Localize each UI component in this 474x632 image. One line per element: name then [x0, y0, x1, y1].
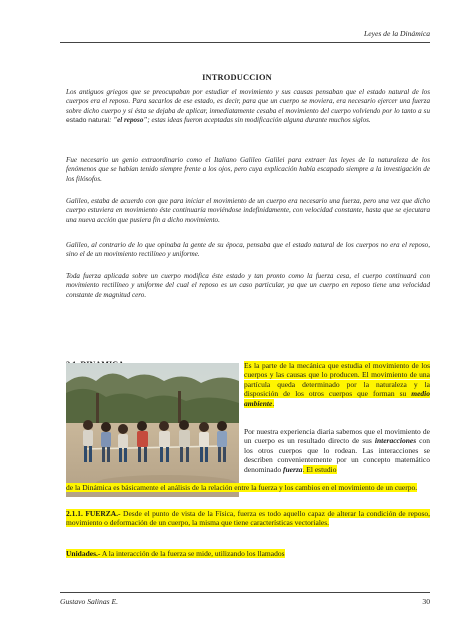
intro-paragraph-4: Galileo, al contrario de lo que opinaba la gente de su época, pensaba que el estado natural de los cuerpos no era el reposo, sino el de un movimiento rectilíneo y uniforme. [66, 241, 430, 259]
fuerza-heading: 2.1.1. FUERZA.- [66, 509, 121, 518]
dinamica-summary: de la Dinámica es básicamente el análisis de la relación entre la fuerza y los cambios en el movimiento de un cuerpo. [66, 483, 418, 492]
fuerza-term: fuerza [282, 464, 303, 474]
intro-paragraph-1: Los antiguos griegos que se preocupaban por estudiar el movimiento y sus causas pensaban que el estado natural de los cuerpos era el reposo. Para sacarlos de ese estado, es decir, para que un cuerpo se moviera, era necesario ejercer una fuerza sobre dicho cuerpo y si ésta se dejaba de aplicar, inmediatamente cesaba el movimiento del cuerpo volviendo por lo tanto a su estado natural: "el reposo"; estas ideas fueron aceptadas sin modificación alguna durante muchos siglos. [66, 88, 430, 124]
header-rule [60, 42, 430, 43]
footer-author: Gustavo Salinas E. [60, 597, 119, 606]
children-tug-of-war-photo [66, 363, 239, 497]
dinamica-definition: Es la parte de la mecánica que estudia el movimiento de los cuerpos y las causas que lo producen. El movimiento de una partícula queda determinado por la naturaleza y la disposición de los otros cuerpos que forman su medio ambiente. [244, 361, 430, 408]
unidades-paragraph: Unidades.- A la interacción de la fuerza se mide, utilizando los llamados [66, 549, 285, 558]
interacciones-term: interacciones [374, 436, 417, 446]
medio-ambiente-term: medio ambiente [244, 389, 430, 408]
interacciones-paragraph: Por nuestra experiencia diaria sabemos que el movimiento de un cuerpo es un resultado directo de sus interacciones con los otros cuerpos que lo rodean. Las interacciones se describen convenientemente por un concepto matemático denominado fuerza. El estudio [244, 427, 430, 474]
running-header: Leyes de la Dinámica [363, 29, 430, 38]
page-number: 30 [422, 597, 430, 606]
section-title: INTRODUCCION [202, 73, 272, 82]
estado-natural-term: estado natural [66, 116, 110, 124]
unidades-heading: Unidades.- [66, 549, 101, 558]
intro-paragraph-5: Toda fuerza aplicada sobre un cuerpo modifica éste estado y tan pronto como la fuerza cesa, el cuerpo continuará con movimiento rectilíneo y uniforme del cual el reposo es un caso particular, ya que un cuerpo en reposo tiene una velocidad constante de magnitud cero. [66, 272, 430, 299]
intro-paragraph-2: Fue necesario un genio extraordinario como el Italiano Galileo Galilei para extraer las leyes de la naturaleza de los fenómenos que se habían tenido siempre frente a los ojos, pero cuya explicación había escapado siempre a la investigación de los filósofos. [66, 156, 430, 183]
fuerza-definition: 2.1.1. FUERZA.- Desde el punto de vista de la Física, fuerza es todo aquello capaz de alterar la condición de reposo, movimiento o deformación de un cuerpo, la misma que tiene características vectoriales. [66, 509, 430, 528]
el-reposo-term: "el reposo" [113, 115, 148, 124]
footer-rule [60, 592, 430, 593]
intro-paragraph-3: Galileo, estaba de acuerdo con que para iniciar el movimiento de un cuerpo era necesario una fuerza, pero una vez que dicho cuerpo estuviera en movimiento éste continuaría moviéndose indefinidamente, con velocidad constante, hasta que se ejecutara una nueva acción que pusiera fin a dicho movimiento. [66, 197, 430, 224]
